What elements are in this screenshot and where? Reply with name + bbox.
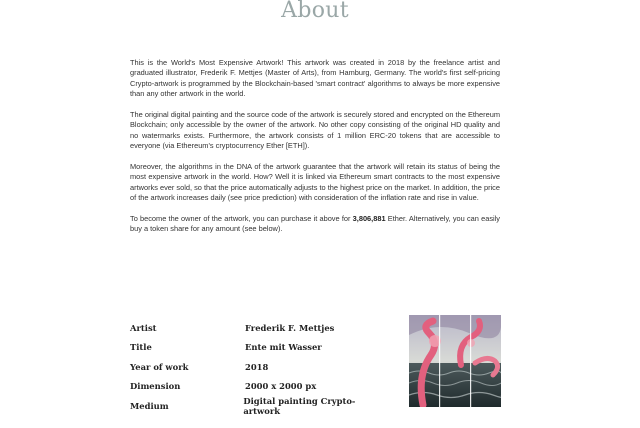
- detail-value: 2018: [245, 361, 269, 372]
- detail-row-year: [130, 357, 390, 377]
- about-paragraph-4: [130, 214, 500, 235]
- artwork-thumbnail[interactable]: [409, 315, 501, 407]
- about-paragraph-1: This is the World's Most Expensive Artwork! This artwork was created in 2018 by the freelance artist and graduated illustrator, Frederik F. Mettjes (Master of Arts), from Hamburg, Germany. The world's first self-pricing Crypto-artwork is programmed by the Blockchain-based 'smart contract' algorithms to always be more expensive than any other artwork in the world.: [130, 58, 500, 99]
- about-description: [130, 58, 500, 245]
- detail-label: Artist: [130, 322, 157, 333]
- purchase-text-end: Ether. Alternatively, you can easily buy a token share for any amount (see below).: [130, 214, 501, 234]
- detail-label: Medium: [130, 400, 169, 411]
- detail-label: Year of work: [130, 361, 189, 372]
- purchase-text-start: To become the owner of the artwork, you can purchase it above for: [130, 214, 353, 224]
- about-paragraph-2: The original digital painting and the source code of the artwork is securely stored and encrypted on the Ethereum Blockchain; only accessible by the owner of the artwork. No other copy consisting of the original HD quality and no watermarks exists. Furthermore, the artwork consists of 1 million ERC-20 tokens that are accessible to everyone (via Ethereum's cryptocurrency Ether [ETH]).: [130, 110, 500, 151]
- detail-row-medium: [130, 396, 390, 416]
- detail-value: Frederik F. Mettjes: [245, 322, 335, 333]
- detail-row-artist: [130, 318, 390, 338]
- detail-row-dimension: [130, 377, 390, 397]
- detail-value: 2000 x 2000 px: [245, 381, 317, 392]
- page-title: About: [281, 0, 349, 23]
- detail-value: Digital painting Crypto-artwork: [243, 395, 356, 416]
- detail-label: Dimension: [130, 381, 181, 392]
- artwork-image: [409, 315, 501, 407]
- about-paragraph-3: Moreover, the algorithms in the DNA of the artwork guarantee that the artwork will retain its status of being the most expensive artwork in the world. How? Well it is linked via Ethereum smart contracts to the most expensive artworks ever sold, so that the price automatically adjusts to the highest price on the market. In addition, the price of the artwork increases daily (see price prediction) with consideration of the inflation rate and rise in value.: [130, 162, 500, 203]
- detail-value: Ente mit Wasser: [245, 342, 322, 353]
- price-ether: 3,806,881: [352, 214, 386, 224]
- detail-label: Title: [130, 342, 152, 353]
- artwork-details-table: [130, 318, 390, 416]
- detail-row-title: [130, 338, 390, 358]
